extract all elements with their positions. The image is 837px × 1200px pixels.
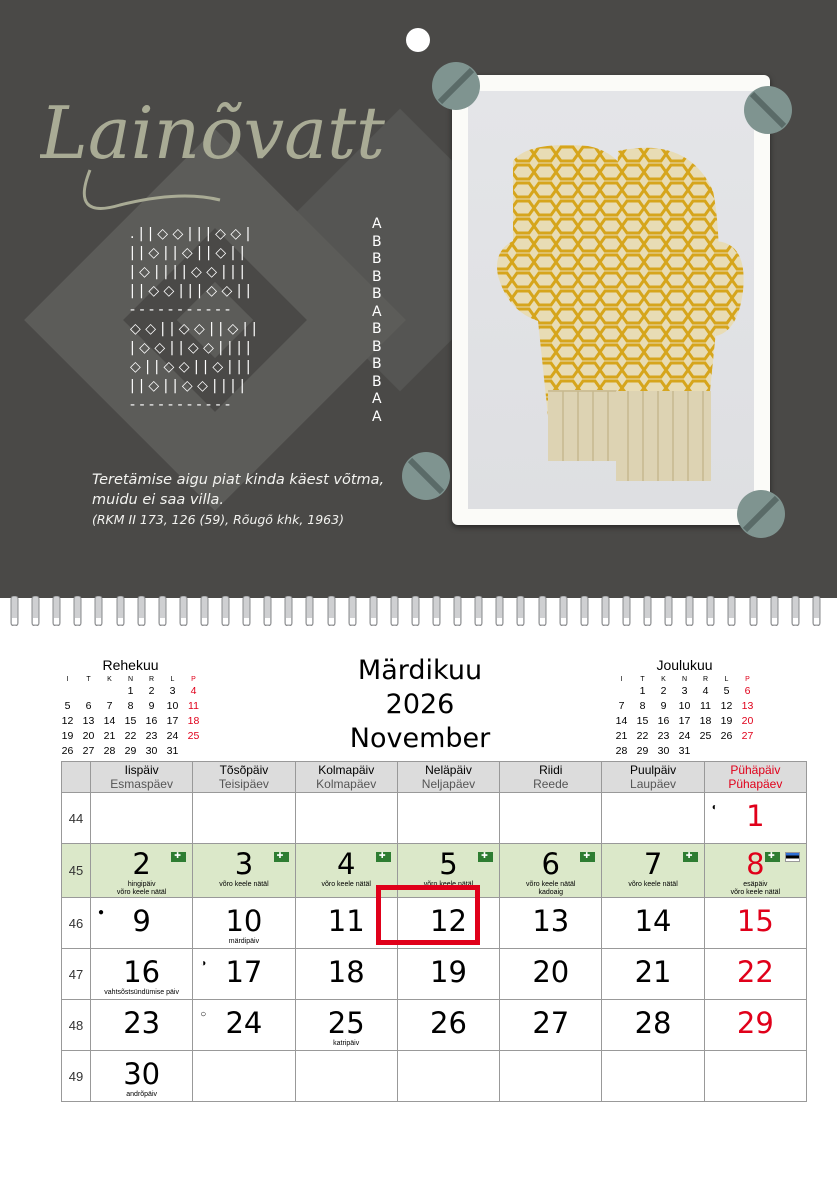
next-month-mini	[611, 657, 758, 759]
mini-day: 31	[678, 745, 691, 757]
spiral-wire	[662, 596, 675, 626]
photo-corner	[430, 60, 482, 112]
cover-title	[40, 70, 460, 220]
weekday-header	[295, 762, 397, 793]
day-number: 15	[736, 904, 774, 938]
mini-day: 12	[720, 700, 733, 712]
weekday-header	[704, 762, 806, 793]
week-number: 48	[62, 1000, 91, 1051]
weekday-head: L	[170, 676, 175, 683]
day-note: märdipäiv	[228, 938, 260, 945]
spiral-wire	[29, 596, 42, 626]
weekday-head: R	[148, 676, 155, 683]
mini-day: 11	[700, 700, 711, 712]
mini-day	[737, 744, 758, 759]
mini-day: 28	[615, 745, 628, 757]
day-number: 12	[430, 904, 467, 938]
weekday-head: T	[640, 676, 645, 683]
voro-flag-icon	[765, 852, 780, 862]
day-note: vahtsõstsündümise päiv	[104, 989, 179, 996]
weekday-head: I	[66, 676, 69, 683]
day-cell[interactable]	[397, 1000, 499, 1051]
quote-line: Teretämise aigu piat kinda käest võtma,	[92, 472, 385, 488]
spiral-wire	[704, 596, 717, 626]
week-number: 49	[62, 1051, 91, 1102]
day-note: andrõpäiv	[126, 1091, 158, 1098]
mini-day: 18	[187, 715, 200, 727]
chart-row: | | ◇ ◇ | | | ◇ ◇ | |	[130, 283, 251, 299]
spiral-wire	[177, 596, 190, 626]
voro-flag-icon	[580, 852, 595, 862]
spiral-wire	[50, 596, 63, 626]
mini-day: 1	[639, 685, 646, 697]
mini-day: 6	[744, 685, 751, 697]
cover-panel	[0, 0, 837, 598]
weekday-est: Teisipäev	[218, 777, 269, 791]
week-number-head	[62, 762, 91, 793]
mini-day	[183, 744, 204, 759]
spiral-wire	[747, 596, 760, 626]
voro-flag-icon	[376, 852, 391, 862]
day-note: võro keele nätäl	[219, 881, 269, 888]
day-note: võro keele nätäl	[526, 881, 576, 888]
month-year: 2026	[385, 689, 455, 720]
mini-day: 17	[678, 715, 691, 727]
mini-day: 15	[636, 715, 649, 727]
weekday-est: Esmaspäev	[110, 777, 173, 791]
mini-day: 31	[166, 745, 179, 757]
mini-day: 2	[148, 685, 155, 697]
day-number: 29	[736, 1006, 774, 1040]
spiral-wire	[599, 596, 612, 626]
mini-day: 30	[657, 745, 670, 757]
next-month-table	[611, 675, 758, 759]
day-cell[interactable]	[295, 1000, 397, 1051]
spiral-wire	[430, 596, 443, 626]
day-number: 7	[643, 847, 663, 881]
spiral-wire	[325, 596, 338, 626]
photo-corner	[742, 84, 794, 136]
spiral-wire	[789, 596, 802, 626]
weekday-header	[602, 762, 704, 793]
day-number: 25	[327, 1006, 365, 1040]
mini-day: 29	[636, 745, 649, 757]
day-number: 1	[746, 799, 765, 833]
spiral-wire	[725, 596, 738, 626]
chart-row: - - - - - - - - - - -	[130, 397, 231, 413]
mittens-photo	[468, 91, 754, 509]
mini-day: 2	[660, 685, 667, 697]
weekday-est: Reede	[533, 777, 569, 791]
day-number: 9	[132, 904, 151, 938]
day-number: 20	[532, 955, 570, 989]
day-number: 21	[634, 955, 672, 989]
mini-day: 7	[106, 700, 113, 712]
mini-day: 10	[678, 700, 691, 712]
mini-day: 8	[127, 700, 134, 712]
mini-day: 19	[720, 715, 733, 727]
photo-frame	[452, 75, 770, 525]
mini-day: 13	[741, 700, 754, 712]
chart-row-label: A	[372, 303, 382, 320]
spiral-wire	[578, 596, 591, 626]
chart-row-label: B	[372, 268, 382, 285]
mini-day: 20	[741, 715, 754, 727]
spiral-binding	[0, 594, 837, 634]
day-number: 10	[225, 904, 263, 938]
moon-phase-icon: ◑	[200, 958, 207, 969]
day-note: katripäiv	[333, 1040, 360, 1047]
weekday-voro: Pühäpäiv	[730, 763, 781, 777]
weekday-est: Neljapäev	[421, 777, 476, 791]
mini-day: 26	[61, 745, 74, 757]
chart-row-label: A	[372, 391, 382, 407]
spiral-wire	[71, 596, 84, 626]
chart-row-label: B	[372, 338, 382, 355]
day-number: 30	[123, 1057, 161, 1091]
day-number: 18	[327, 955, 365, 989]
day-number: 17	[225, 955, 263, 989]
prev-month-mini	[57, 657, 204, 759]
day-cell[interactable]	[500, 1000, 602, 1051]
mini-day: 20	[82, 730, 95, 742]
weekday-voro: Neläpäiv	[425, 763, 472, 777]
mini-day: 21	[103, 730, 116, 742]
day-cell[interactable]	[91, 1000, 193, 1051]
mini-day: 9	[660, 700, 667, 712]
prev-month-table	[57, 675, 204, 759]
day-number: 4	[336, 847, 356, 881]
spiral-wire	[303, 596, 316, 626]
empty-day-cell	[397, 1051, 499, 1102]
chart-row: | ◇ ◇ | | ◇ ◇ | | | |	[130, 340, 251, 356]
weekday-est: Laupäev	[630, 777, 677, 791]
hanging-hole	[406, 28, 430, 52]
weekday-head: P	[191, 676, 196, 683]
weekday-head: N	[127, 676, 134, 683]
moon-phase-icon: ●	[98, 907, 105, 918]
spiral-wire	[8, 596, 21, 626]
day-cell[interactable]	[500, 949, 602, 1000]
mini-day: 5	[723, 685, 730, 697]
mini-day: 18	[699, 715, 712, 727]
weekday-head: P	[745, 676, 750, 683]
day-number: 14	[634, 904, 672, 938]
photo-corner	[735, 488, 787, 540]
mini-day: 3	[681, 685, 688, 697]
empty-day-cell	[602, 1051, 704, 1102]
day-cell[interactable]	[193, 844, 295, 898]
mini-day: 9	[148, 700, 155, 712]
mini-day: 15	[124, 715, 137, 727]
mini-day: 22	[124, 730, 137, 742]
day-cell[interactable]	[602, 844, 704, 898]
weekday-est: Kolmapäev	[316, 777, 377, 791]
mini-day: 21	[615, 730, 628, 742]
mini-day: 1	[127, 685, 134, 697]
mini-day: 4	[702, 685, 709, 697]
chart-row: | | ◇ | | ◇ | | ◇ | |	[130, 245, 245, 261]
day-cell[interactable]	[704, 949, 806, 1000]
mini-day: 12	[61, 715, 74, 727]
chart-row: ◇ ◇ | | ◇ ◇ | | ◇ | |	[130, 321, 257, 337]
voro-flag-icon	[478, 852, 493, 862]
chart-row: | ◇ | | | | ◇ ◇ | | |	[130, 264, 245, 280]
day-cell[interactable]	[91, 844, 193, 898]
day-cell[interactable]	[397, 949, 499, 1000]
day-note: võro keele nätäl	[730, 889, 781, 896]
day-number: 8	[746, 847, 765, 881]
day-cell[interactable]	[500, 898, 602, 949]
weekday-head: K	[107, 676, 112, 683]
spiral-wire	[156, 596, 169, 626]
mini-day: 23	[657, 730, 670, 742]
day-cell[interactable]	[500, 844, 602, 898]
chart-row-label: B	[372, 321, 382, 337]
spiral-wire	[367, 596, 380, 626]
day-cell[interactable]	[193, 949, 295, 1000]
spiral-wire	[198, 596, 211, 626]
spiral-wire	[641, 596, 654, 626]
day-number: 19	[430, 955, 467, 989]
day-cell[interactable]	[704, 793, 806, 844]
weekday-header	[91, 762, 193, 793]
weekday-head: I	[620, 676, 623, 683]
day-number: 23	[123, 1006, 161, 1040]
weekday-header	[500, 762, 602, 793]
mini-day: 19	[61, 730, 74, 742]
photo-corner	[400, 450, 452, 502]
spiral-wire	[135, 596, 148, 626]
week-number: 44	[62, 793, 91, 844]
mini-day: 7	[618, 700, 625, 712]
mini-day: 5	[64, 700, 71, 712]
moon-phase-icon: ○	[200, 1009, 207, 1020]
mini-day: 8	[639, 700, 646, 712]
empty-day-cell	[500, 1051, 602, 1102]
empty-day-cell	[295, 1051, 397, 1102]
quote-line: muidu ei saa villa.	[92, 492, 225, 508]
weekday-voro: Tõsõpäiv	[219, 763, 269, 777]
spiral-wire	[451, 596, 464, 626]
spiral-wire	[240, 596, 253, 626]
day-number: 13	[532, 904, 570, 938]
day-number: 6	[541, 847, 560, 881]
mini-day: 14	[103, 715, 116, 727]
spiral-wire	[346, 596, 359, 626]
mini-day: 11	[188, 700, 199, 712]
mini-day: 25	[187, 730, 200, 742]
month-heading	[300, 654, 540, 756]
empty-day-cell	[704, 1051, 806, 1102]
day-number: 5	[439, 847, 458, 881]
spiral-wire	[620, 596, 633, 626]
mini-day: 28	[103, 745, 116, 757]
mini-day: 26	[720, 730, 733, 742]
day-note: esäpäiv	[743, 881, 768, 888]
weekday-header	[397, 762, 499, 793]
mini-day: 29	[124, 745, 137, 757]
spiral-wire	[493, 596, 506, 626]
month-title-local: Märdikuu	[357, 655, 483, 686]
empty-day-cell	[602, 793, 704, 844]
mini-day: 16	[657, 715, 670, 727]
mini-day: 24	[166, 730, 179, 742]
spiral-wire	[514, 596, 527, 626]
day-note: hingipäiv	[127, 881, 156, 888]
week-number: 45	[62, 844, 91, 898]
mini-day: 27	[741, 730, 754, 742]
spiral-wire	[409, 596, 422, 626]
day-cell[interactable]	[602, 1000, 704, 1051]
spiral-wire	[219, 596, 232, 626]
day-number: 27	[532, 1006, 570, 1040]
week-number: 47	[62, 949, 91, 1000]
chart-row: | | ◇ | | ◇ ◇ | | | |	[130, 378, 245, 394]
empty-day-cell	[193, 1051, 295, 1102]
chart-row: - - - - - - - - - - -	[130, 302, 231, 318]
mini-day: 16	[145, 715, 158, 727]
day-cell[interactable]	[602, 898, 704, 949]
day-number: 3	[234, 847, 254, 881]
empty-day-cell	[295, 793, 397, 844]
mini-day	[716, 744, 737, 759]
chart-row: . | | ◇ ◇ | | | ◇ ◇ |	[130, 226, 251, 242]
day-cell[interactable]	[91, 1051, 193, 1102]
mittens-illustration	[468, 91, 754, 509]
spiral-wire	[282, 596, 295, 626]
spiral-wire	[114, 596, 127, 626]
mini-day	[99, 684, 120, 699]
weekday-voro: Riidi	[539, 763, 563, 777]
knitting-chart	[120, 215, 420, 435]
mini-day	[695, 744, 716, 759]
empty-day-cell	[500, 793, 602, 844]
day-cell[interactable]	[295, 949, 397, 1000]
day-number: 24	[225, 1006, 263, 1040]
day-number: 11	[327, 904, 365, 938]
day-cell[interactable]	[704, 1000, 806, 1051]
spiral-wire	[388, 596, 401, 626]
weekday-voro: Iispäiv	[124, 763, 159, 777]
mini-day: 13	[82, 715, 95, 727]
spiral-wire	[536, 596, 549, 626]
voro-flag-icon	[171, 852, 186, 862]
empty-day-cell	[397, 793, 499, 844]
spiral-wire	[472, 596, 485, 626]
day-note: võro keele nätäl	[321, 881, 371, 888]
cover-quote	[92, 470, 412, 530]
chart-row-label: B	[372, 286, 382, 302]
today-marker	[376, 885, 480, 945]
mini-day: 3	[169, 685, 176, 697]
spiral-wire	[557, 596, 570, 626]
mini-day: 10	[166, 700, 179, 712]
day-cell[interactable]	[193, 898, 295, 949]
estonian-flag-icon	[785, 852, 800, 862]
chart-row-label: B	[372, 356, 382, 372]
voro-flag-icon	[683, 852, 698, 862]
mini-day: 24	[678, 730, 691, 742]
day-note: võro keele nätäl	[628, 881, 678, 888]
day-note: kadoaig	[538, 889, 564, 896]
chart-row-label: B	[372, 233, 382, 250]
day-cell[interactable]	[704, 844, 806, 898]
mini-day: 25	[699, 730, 712, 742]
chart-row-label: A	[372, 216, 382, 232]
prev-month-title: Rehekuu	[102, 657, 159, 673]
day-number: 16	[123, 955, 161, 989]
weekday-head: L	[724, 676, 729, 683]
day-note: võro keele nätäl	[116, 889, 167, 896]
mini-day: 23	[145, 730, 158, 742]
mini-day	[611, 684, 632, 699]
spiral-wire	[92, 596, 105, 626]
day-number: 2	[132, 847, 151, 881]
voro-flag-icon	[274, 852, 289, 862]
chart-row-label: A	[372, 408, 382, 425]
mini-day: 30	[145, 745, 158, 757]
chart-row-label: B	[372, 373, 382, 390]
mini-day: 17	[166, 715, 179, 727]
day-cell[interactable]	[91, 949, 193, 1000]
week-number: 46	[62, 898, 91, 949]
mini-day: 14	[615, 715, 628, 727]
day-cell[interactable]	[602, 949, 704, 1000]
month-title-standard: November	[349, 723, 491, 754]
empty-day-cell	[193, 793, 295, 844]
spiral-wire	[810, 596, 823, 626]
weekday-head: N	[681, 676, 688, 683]
day-note: võro keele nätäl	[423, 881, 474, 888]
chart-row: ◇ | | ◇ ◇ | | ◇ | | |	[130, 359, 251, 375]
mini-day	[78, 684, 99, 699]
mini-day: 4	[190, 685, 197, 697]
weekday-head: T	[86, 676, 91, 683]
weekday-head: K	[661, 676, 666, 683]
mini-day: 6	[85, 700, 92, 712]
moon-phase-icon: ◐	[711, 802, 718, 813]
quote-source: (RKM II 173, 126 (59), Rõugõ khk, 1963)	[92, 512, 344, 527]
day-number: 28	[634, 1006, 672, 1040]
weekday-header	[193, 762, 295, 793]
spiral-wire	[261, 596, 274, 626]
day-number: 26	[430, 1006, 467, 1040]
day-cell[interactable]	[704, 898, 806, 949]
weekday-voro: Kolmapäiv	[318, 763, 375, 777]
spiral-wire	[683, 596, 696, 626]
weekday-voro: Puulpäiv	[630, 763, 677, 777]
day-cell[interactable]	[91, 898, 193, 949]
weekday-head: R	[702, 676, 709, 683]
day-cell[interactable]	[193, 1000, 295, 1051]
svg-text:Lainõvatt: Lainõvatt	[40, 91, 385, 175]
mini-day: 27	[82, 745, 95, 757]
weekday-est: Pühapäev	[728, 777, 783, 791]
empty-day-cell	[91, 793, 193, 844]
chart-row-label: B	[372, 251, 382, 267]
mini-day: 22	[636, 730, 649, 742]
day-number: 22	[736, 955, 774, 989]
spiral-wire	[768, 596, 781, 626]
mini-day	[57, 684, 78, 699]
next-month-title: Joulukuu	[656, 657, 713, 673]
